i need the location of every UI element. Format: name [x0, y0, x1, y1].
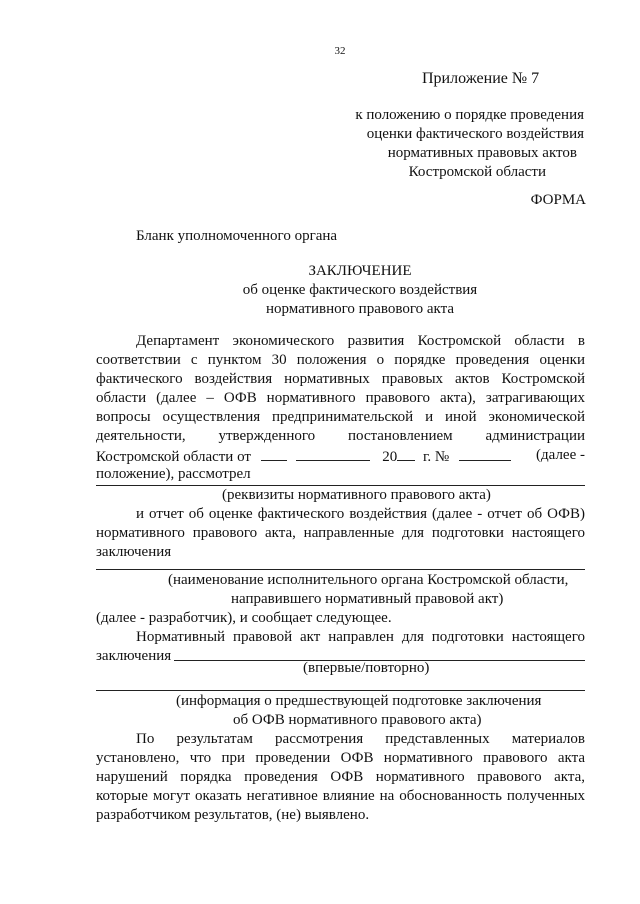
appendix-line-4: Костромской области	[408, 164, 546, 180]
para1-line-5: вопросы осуществления предпринимательской и иной экономической	[96, 409, 585, 425]
para1-line-6: деятельности, утвержденного постановлением администрации	[96, 428, 585, 444]
year-blank	[397, 446, 415, 461]
developer-line: (далее - разработчик), и сообщает следующее.	[96, 610, 392, 626]
para2-line-1: и отчет об оценке фактического воздействия (далее - отчет об ОФВ)	[136, 506, 585, 522]
page-number: 32	[334, 45, 346, 57]
document-title: ЗАКЛЮЧЕНИЕ	[308, 263, 412, 279]
para1-line-4: области (далее – ОФВ нормативного правового акта), затрагивающих	[96, 390, 585, 406]
first-repeat-hint: (впервые/повторно)	[303, 660, 430, 676]
para1-line-1: Департамент экономического развития Костромской области в	[136, 333, 585, 349]
para4-line-2: установлено, что при проведении ОФВ нормативного правового акта	[96, 750, 585, 766]
appendix-line-1: к положению о порядке проведения	[355, 107, 584, 123]
para2-line-2: нормативного правового акта, направленные для подготовки настоящего	[96, 525, 585, 541]
para4-line-4: которые могут оказать негативное влияние на обоснованность полученных	[96, 788, 585, 804]
executor-hint-2: направившего нормативный правовой акт)	[231, 591, 504, 607]
appendix-line-2: оценки фактического воздействия	[366, 126, 584, 142]
appendix-title: Приложение № 7	[422, 70, 540, 87]
para1-line-7	[96, 446, 585, 467]
info-blank-line	[96, 690, 585, 691]
year-prefix: 20	[382, 449, 398, 465]
para4-line-3: нарушений порядка проведения ОФВ нормативного правового акта,	[96, 769, 585, 785]
executor-blank-line	[96, 569, 585, 570]
letterhead-label: Бланк уполномоченного органа	[136, 228, 338, 244]
day-blank	[261, 446, 287, 461]
month-blank	[296, 446, 370, 461]
appendix-line-3: нормативных правовых актов	[387, 145, 577, 161]
para3-line-1: Нормативный правовой акт направлен для подготовки настоящего	[136, 629, 585, 645]
para1-line-8: положение), рассмотрел	[96, 466, 251, 482]
para4-line-5: разработчиком результатов, (не) выявлено.	[96, 807, 370, 823]
para4-line-1: По результатам рассмотрения представленных материалов	[136, 731, 585, 747]
document-subtitle-2: нормативного правового акта	[266, 301, 454, 317]
document-subtitle-1: об оценке фактического воздействия	[242, 282, 478, 298]
executor-hint-1: (наименование исполнительного органа Костромской области,	[168, 572, 569, 588]
info-hint-1: (информация о предшествующей подготовке заключения	[176, 693, 542, 709]
number-prefix: г. №	[422, 449, 450, 465]
requisites-hint: (реквизиты нормативного правового акта)	[222, 487, 491, 503]
form-label: ФОРМА	[530, 192, 586, 208]
para2-line-3: заключения	[96, 544, 172, 560]
number-blank	[459, 446, 511, 461]
para1-line-2: соответствии с пунктом 30 положения о порядке проведения оценки	[96, 352, 585, 368]
para1-line-3: фактического воздействия нормативных правовых актов Костромской	[96, 371, 585, 387]
para3-line-2: заключения	[96, 648, 172, 664]
hereinafter-label: (далее -	[536, 447, 585, 463]
date-prefix: Костромской области от	[96, 449, 251, 465]
info-hint-2: об ОФВ нормативного правового акта)	[233, 712, 482, 728]
